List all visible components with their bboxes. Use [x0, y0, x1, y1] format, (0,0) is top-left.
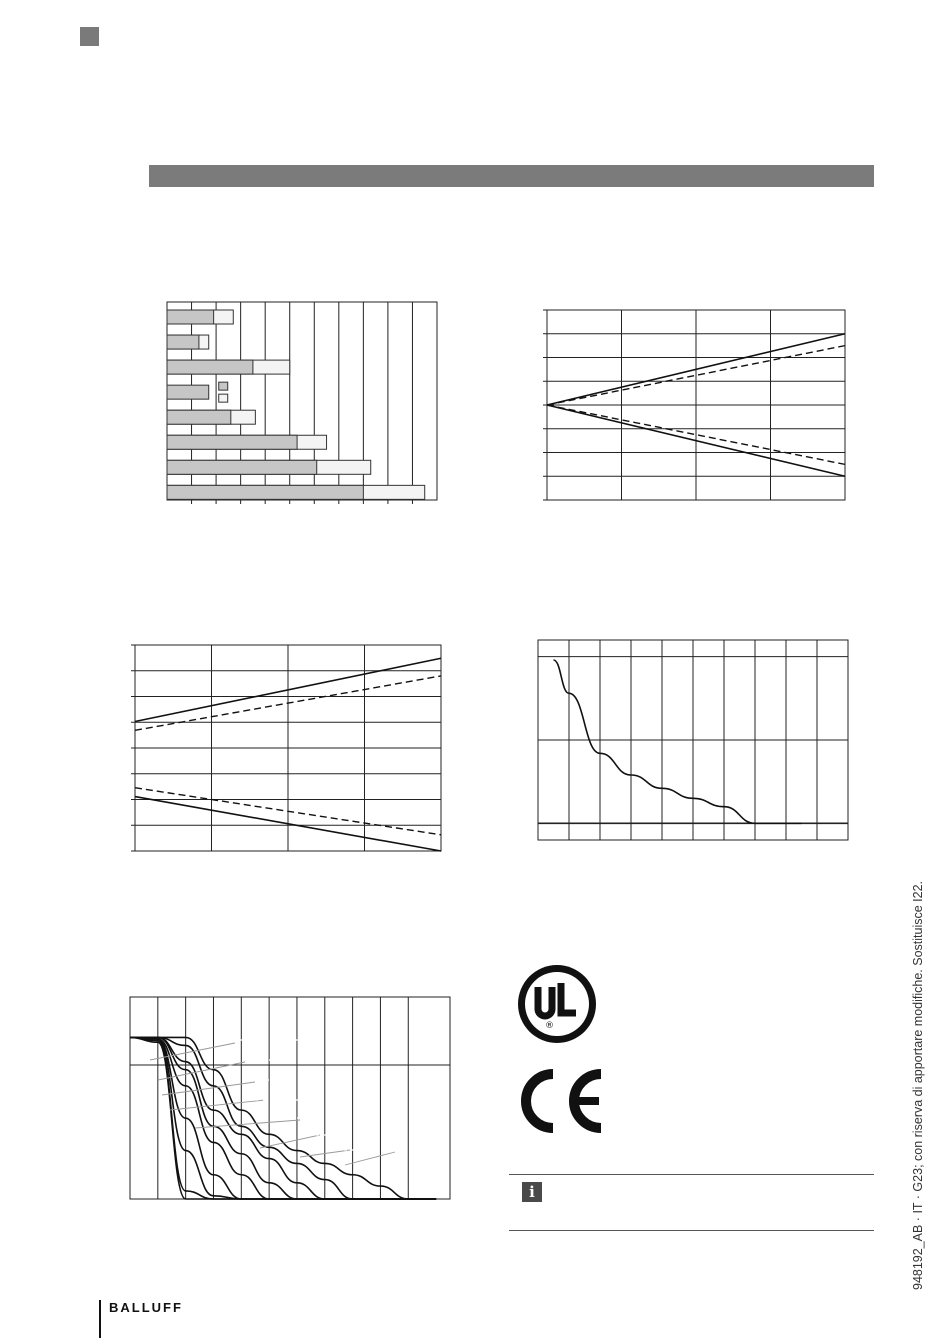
ce-letter-c: [526, 1074, 553, 1128]
info-icon: i: [522, 1182, 542, 1202]
ce-mark: [515, 1068, 605, 1134]
brand-logo: BALLUFF: [109, 1300, 183, 1315]
document-code: 948192_AB · IT · G23; con riserva di apportare modifiche. Sostituisce I22.: [911, 880, 925, 1290]
ul-registered: ®: [545, 1021, 554, 1031]
note-rule-top: [509, 1174, 874, 1175]
family-leader-line: [170, 1100, 265, 1110]
ul-mark: [515, 965, 600, 1045]
note-rule-bottom: [509, 1230, 874, 1231]
family-leader-line: [195, 1120, 300, 1128]
footer-rule: [99, 1300, 101, 1338]
